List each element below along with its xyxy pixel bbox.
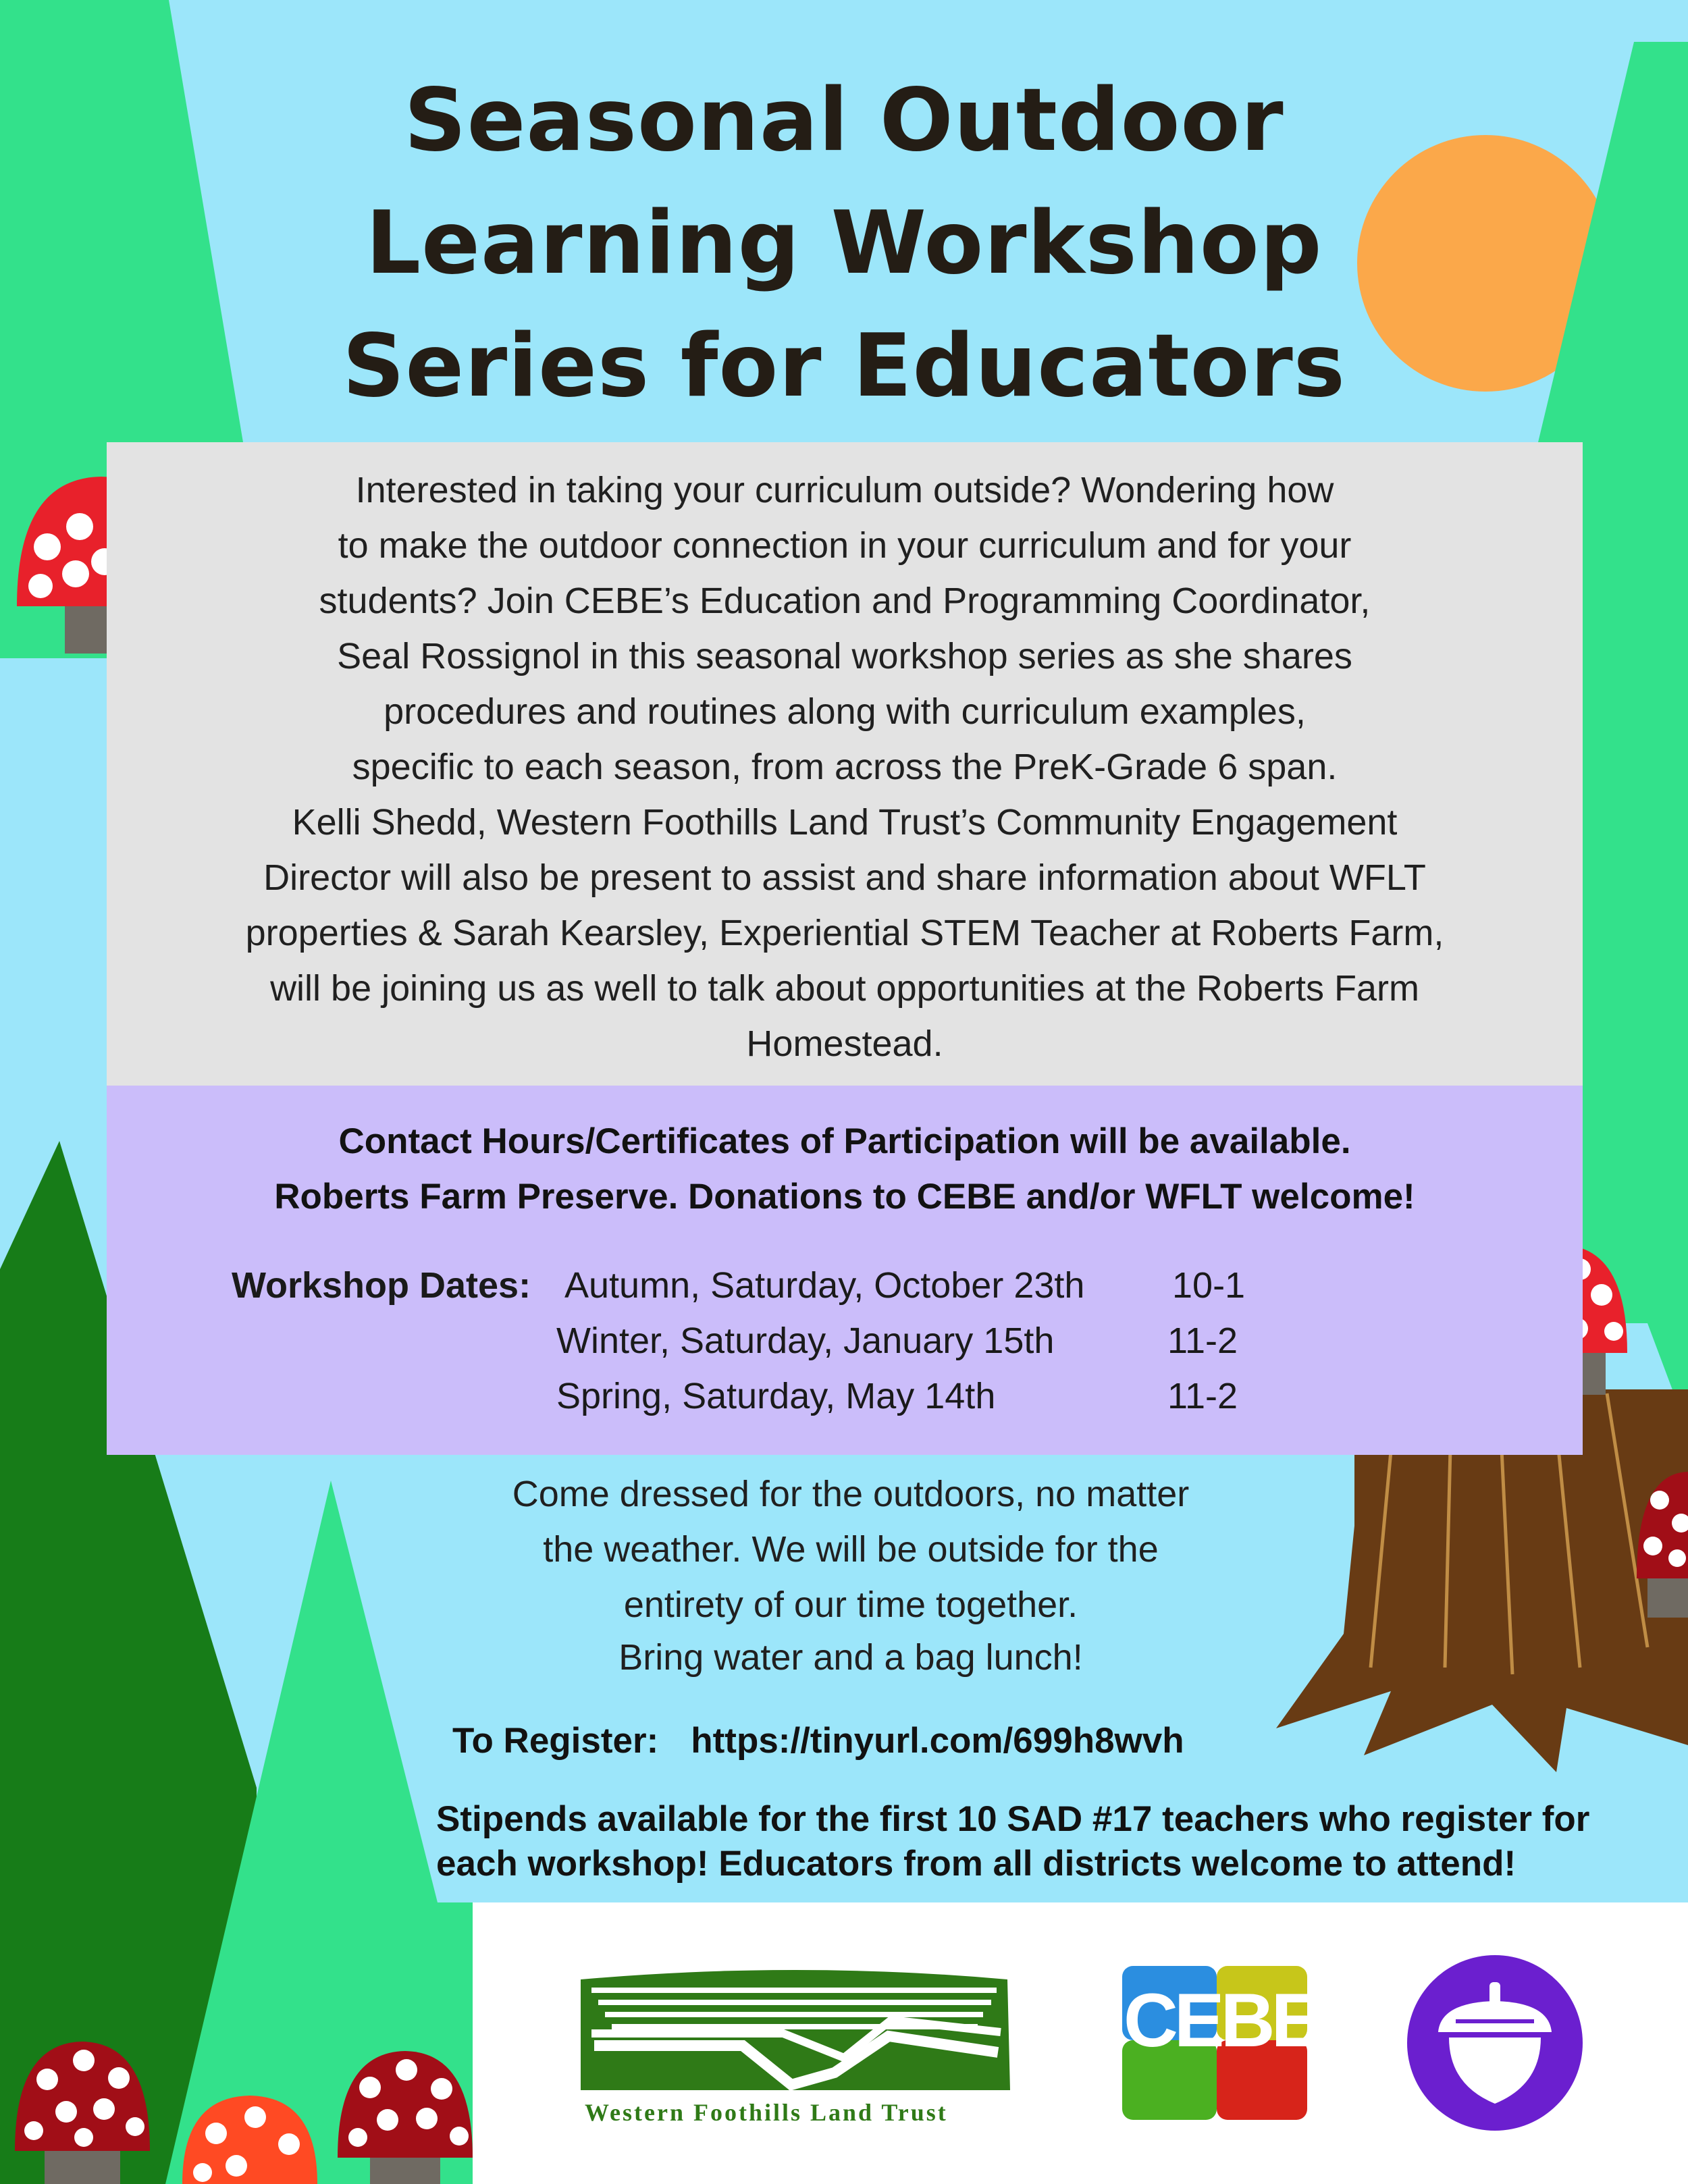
date-time: 10-1 xyxy=(1172,1265,1246,1306)
dates-list xyxy=(556,1258,1246,1424)
info-line: Contact Hours/Certificates of Participation will be available. xyxy=(338,1121,1351,1161)
bring-lunch-text: Bring water and a bag lunch! xyxy=(618,1637,1083,1678)
title-line: Seasonal Outdoor xyxy=(404,70,1284,171)
info-line: Roberts Farm Preserve. Donations to CEBE and/or WFLT welcome! xyxy=(274,1177,1415,1217)
stipend-note xyxy=(436,1797,1589,1886)
register-line xyxy=(452,1720,1184,1761)
intro-line: Seal Rossignol in this seasonal workshop series as she shares xyxy=(337,636,1352,676)
intro-line: Interested in taking your curriculum outside? Wondering how xyxy=(355,470,1334,510)
intro-paragraph xyxy=(154,462,1535,1071)
intro-line: to make the outdoor connection in your curriculum and for your xyxy=(338,525,1352,566)
date-row xyxy=(556,1313,1245,1368)
intro-line: students? Join CEBE’s Education and Programming Coordinator, xyxy=(319,581,1371,621)
dates-label: Workshop Dates: xyxy=(232,1265,531,1306)
wflt-logo xyxy=(581,1970,1010,2090)
title-line: Series for Educators xyxy=(342,316,1346,417)
outdoors-line: entirety of our time together. xyxy=(623,1584,1078,1625)
wflt-logo-name: Western Foothills Land Trust xyxy=(585,2099,948,2126)
date-when: Autumn, Saturday, October 23th xyxy=(564,1265,1085,1306)
date-time: 11-2 xyxy=(1167,1376,1238,1416)
page-title xyxy=(243,59,1445,428)
intro-panel xyxy=(107,442,1583,1086)
date-row xyxy=(556,1368,1245,1424)
title-line: Learning Workshop xyxy=(365,193,1323,294)
intro-line: will be joining us as well to talk about opportunities at the Roberts Farm xyxy=(270,968,1419,1009)
date-when: Spring, Saturday, May 14th xyxy=(556,1376,996,1416)
outdoors-paragraph xyxy=(378,1466,1323,1632)
stipend-line: Stipends available for the first 10 SAD #17 teachers who register for xyxy=(436,1799,1590,1839)
info-heading xyxy=(107,1114,1583,1225)
intro-line: Homestead. xyxy=(746,1023,943,1064)
info-panel xyxy=(107,1086,1583,1455)
outdoors-line: the weather. We will be outside for the xyxy=(543,1529,1159,1570)
date-row xyxy=(564,1258,1245,1313)
intro-line: procedures and routines along with curriculum examples, xyxy=(384,691,1306,732)
intro-line: Director will also be present to assist and share information about WFLT xyxy=(263,857,1426,898)
cebe-logo-text: CEBE xyxy=(1124,1978,1318,2062)
intro-line: properties & Sarah Kearsley, Experiential STEM Teacher at Roberts Farm, xyxy=(245,913,1444,953)
acorn-logo xyxy=(1407,1955,1583,2131)
intro-line: specific to each season, from across the PreK-Grade 6 span. xyxy=(352,747,1338,787)
register-label: To Register: xyxy=(452,1721,659,1761)
date-when: Winter, Saturday, January 15th xyxy=(556,1321,1055,1361)
register-link[interactable]: https://tinyurl.com/699h8wvh xyxy=(691,1721,1184,1761)
outdoors-line: Come dressed for the outdoors, no matter xyxy=(512,1474,1190,1514)
intro-line: Kelli Shedd, Western Foothills Land Trust’s Community Engagement xyxy=(292,802,1398,843)
date-time: 11-2 xyxy=(1167,1321,1238,1361)
stipend-line: each workshop! Educators from all districts welcome to attend! xyxy=(436,1844,1516,1884)
